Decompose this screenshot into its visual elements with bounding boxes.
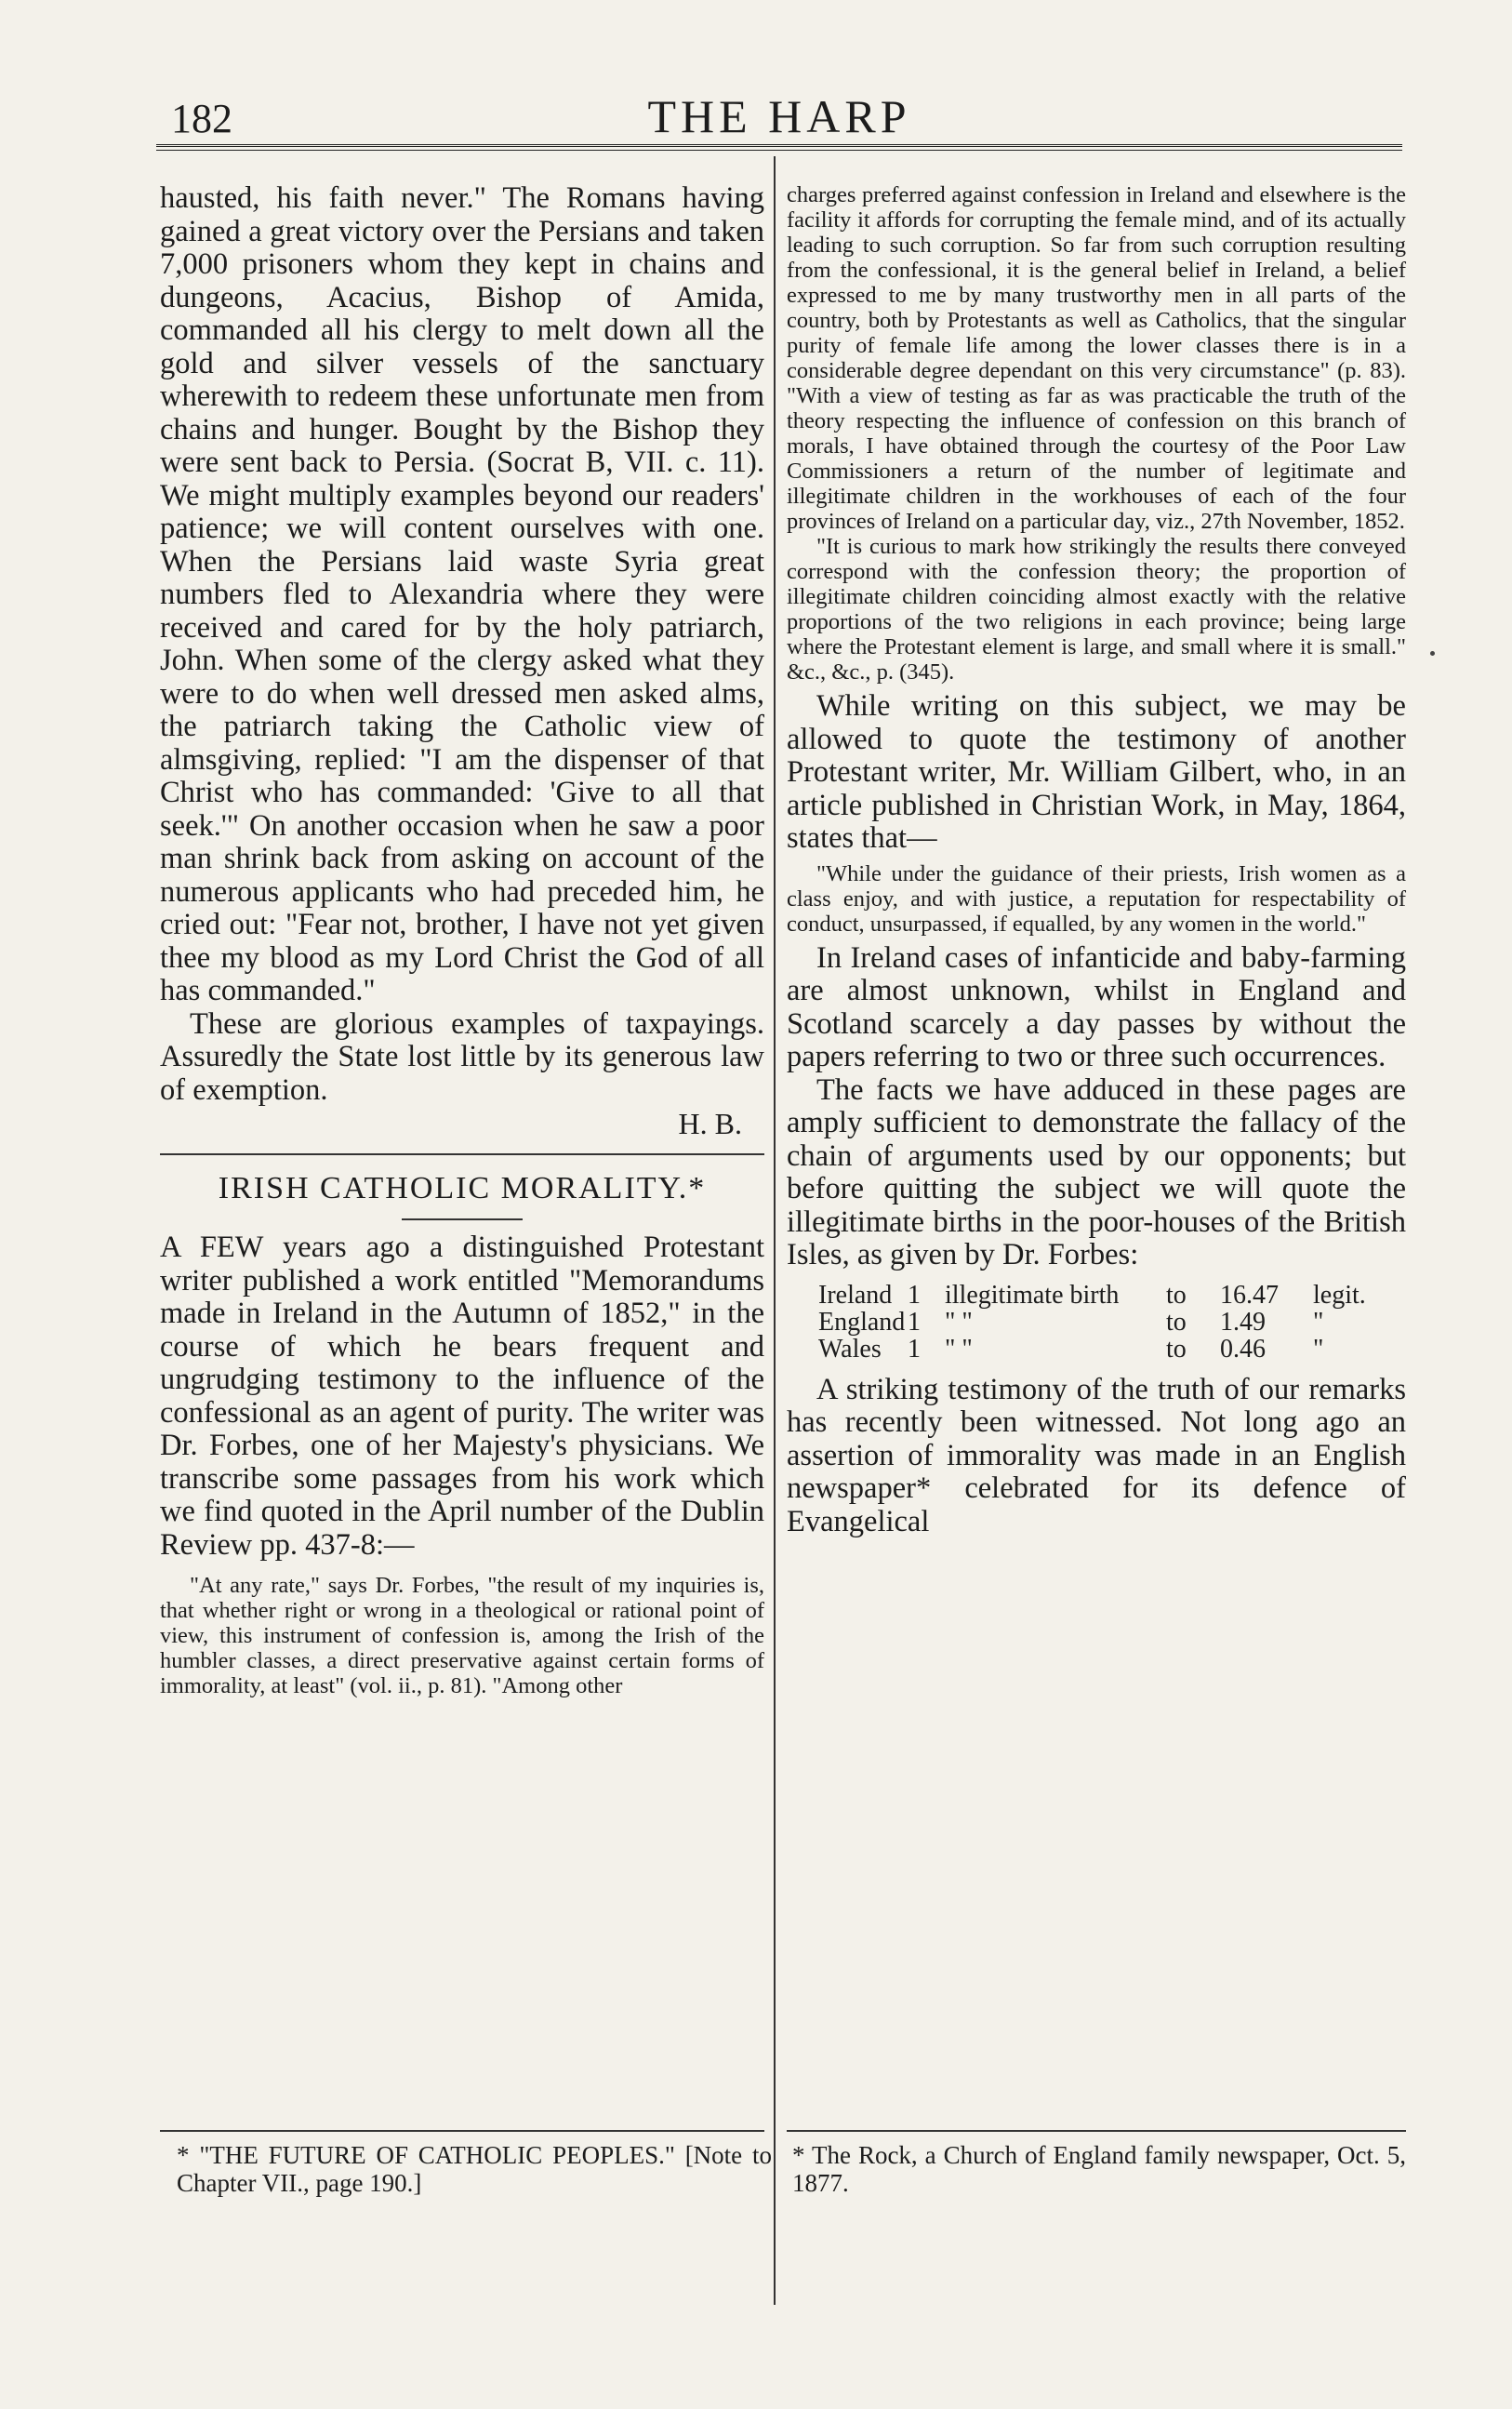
- paragraph: A striking testimony of the truth of our remarks has recently been witnessed. Not long ago an assertion of immorality was made in an English newspaper* celebrated for its defence of Evangelical: [787, 1372, 1406, 1538]
- left-column: [160, 182, 764, 1698]
- block-quote: charges preferred against confession in Ireland and elsewhere is the facility it affords for corrupting the female mind, and of its actually leading to such corruption. So far from such corruption resulting from the confessional, it is the general belief in Ireland, a belief expressed to me by many trustworthy men in all parts of the country, both by Protestants as well as Catholics, that the singular purity of female life among the lower classes there is in a considerable degree dependant on this very circumstance" (p. 83). "With a view of testing as far as was practicable the truth of the theory respecting the influence of confession on this branch of morals, I have obtained through the courtesy of the Poor Law Commissioners a return of the number of legitimate and illegitimate children in the workhouses of each of the four provinces of Ireland on a particular day, viz., 27th November, 1852.: [787, 182, 1406, 534]
- table-cell: 1.49: [1220, 1307, 1266, 1337]
- table-row: [818, 1336, 1406, 1363]
- table-row: [818, 1309, 1406, 1336]
- signature: H. B.: [678, 1107, 742, 1140]
- table-cell: illegitimate birth: [945, 1280, 1120, 1310]
- table-cell: England: [818, 1307, 906, 1337]
- block-quote: "At any rate," says Dr. Forbes, "the result of my inquiries is, that whether right or wrong in a theological or rational point of view, this instrument of confession is, among the Irish of the humbler classes, a direct preservative against certain forms of immorality, at least" (vol. ii., p. 81). "Among other: [160, 1573, 764, 1698]
- table-cell: " ": [945, 1334, 973, 1364]
- footnote-rule: [787, 2130, 1406, 2132]
- table-row: [818, 1282, 1406, 1309]
- table-cell: 1: [908, 1280, 921, 1310]
- paragraph: The facts we have adduced in these pages are amply sufficient to demonstrate the fallacy of the chain of arguments used by our opponents; but before quitting the subject we will quote the illegitimate births in the poor-houses of the British Isles, as given by Dr. Forbes:: [787, 1072, 1406, 1271]
- title-rule: [402, 1218, 523, 1220]
- page-number: 182: [171, 96, 232, 141]
- table-cell: 16.47: [1220, 1280, 1279, 1310]
- table-cell: to: [1166, 1280, 1187, 1310]
- table-cell: ": [1313, 1307, 1324, 1337]
- table-cell: Ireland: [818, 1280, 893, 1310]
- paragraph: A FEW years ago a distinguished Protestant writer published a work entitled "Memorandums made in Ireland in the Autumn of 1852," in the course of which he bears frequent and ungrudging testimony to the influence of the confessional as an agent of purity. The writer was Dr. Forbes, one of her Majesty's physicians. We transcribe some passages from his work which we find quoted in the April number of the Dublin Review pp. 437-8:—: [160, 1231, 764, 1562]
- column-divider: [774, 156, 776, 2305]
- right-column: [787, 182, 1406, 1538]
- block-quote: "While under the guidance of their priests, Irish women as a class enjoy, and with justice, a reputation for respectability of conduct, unsurpassed, if equalled, by any women in the world.": [787, 860, 1406, 937]
- footnote: * The Rock, a Church of England family newspaper, Oct. 5, 1877.: [792, 2141, 1406, 2197]
- illegitimacy-table: [818, 1282, 1406, 1363]
- table-cell: 1: [908, 1307, 921, 1337]
- journal-title: THE HARP: [647, 90, 911, 142]
- table-cell: to: [1166, 1307, 1187, 1337]
- table-cell: ": [1313, 1334, 1324, 1364]
- table-cell: legit.: [1313, 1280, 1366, 1310]
- table-cell: Wales: [818, 1334, 882, 1364]
- header-rule: [156, 144, 1402, 151]
- section-title: IRISH CATHOLIC MORALITY.*: [218, 1171, 707, 1205]
- section-rule: [160, 1153, 764, 1155]
- table-cell: 0.46: [1220, 1334, 1266, 1364]
- footnote: * "THE FUTURE OF CATHOLIC PEOPLES." [Note to Chapter VII., page 190.]: [177, 2141, 772, 2197]
- paragraph: hausted, his faith never." The Romans having gained a great victory over the Persians and taken 7,000 prisoners whom they kept in chains and dungeons, Acacius, Bishop of Amida, commanded all his clergy to melt down all the gold and silver vessels of the sanctuary wherewith to redeem these unfortunate men from chains and hunger. Bought by the Bishop they were sent back to Persia. (Socrat B, VII. c. 11). We might multiply examples beyond our readers' patience; we will content ourselves with one. When the Persians laid waste Syria great numbers fled to Alexandria where they were received and cared for by the holy patriarch, John. When some of the clergy asked what they were to do when well dressed men asked alms, the patriarch taking the Catholic view of almsgiving, replied: "I am the dispenser of that Christ who has commanded: 'Give to all that seek.'" On another occasion when he saw a poor man shrink back from asking on account of the numerous applicants who had preceded him, he cried out: "Fear not, brother, I have not yet given thee my blood as my Lord Christ the God of all has commanded.": [160, 181, 764, 1007]
- running-head: [156, 87, 1402, 145]
- footnote-rule: [160, 2130, 764, 2132]
- table-cell: 1: [908, 1334, 921, 1364]
- paragraph: These are glorious examples of taxpayings. Assuredly the State lost little by its generous law of exemption.: [160, 1006, 764, 1107]
- paragraph: While writing on this subject, we may be allowed to quote the testimony of another Protestant writer, Mr. William Gilbert, who, in an article published in Christian Work, in May, 1864, states that—: [787, 689, 1406, 855]
- paragraph: In Ireland cases of infanticide and baby-farming are almost unknown, whilst in England and Scotland scarcely a day passes by without the papers referring to two or three such occurrences.: [787, 940, 1406, 1073]
- print-speck: [1430, 651, 1435, 656]
- block-quote: "It is curious to mark how strikingly the results there conveyed correspond with the confession theory; the proportion of illegitimate children coinciding almost exactly with the relative proportions of the two religions in each province; being large where the Protestant element is large, and small where it is small." &c., &c., p. (345).: [787, 534, 1406, 685]
- table-cell: to: [1166, 1334, 1187, 1364]
- table-cell: " ": [945, 1307, 973, 1337]
